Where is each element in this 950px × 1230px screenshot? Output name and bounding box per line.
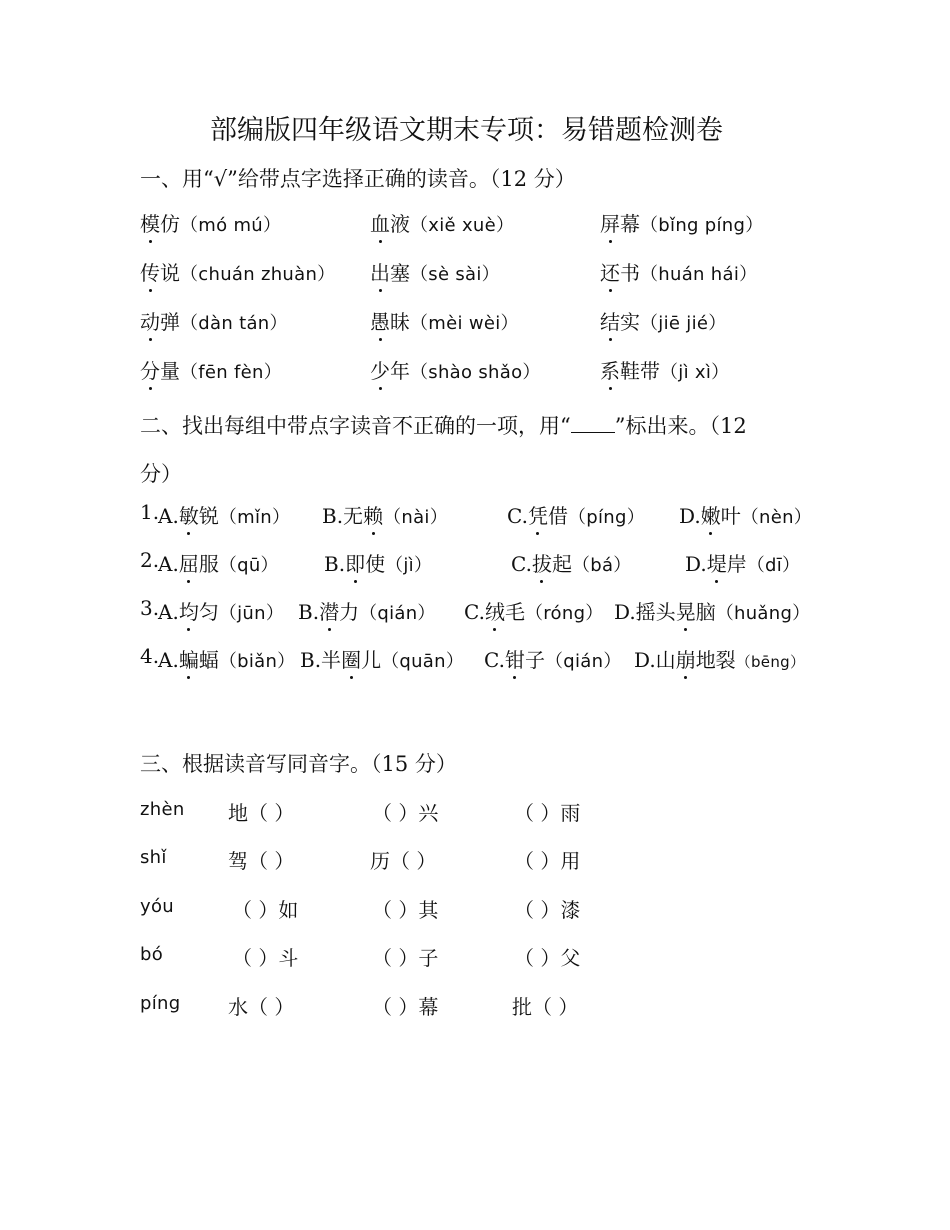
dotted-char: 即 (345, 548, 365, 577)
option-a (158, 548, 279, 577)
word-rest: 锐 (198, 504, 219, 528)
blank-word-3: （ ）父 (514, 946, 581, 970)
word-rest: 实 (620, 310, 640, 334)
reading-item (600, 257, 757, 286)
dotted-char: 屏 (600, 208, 620, 237)
pinyin-options: （dàn tán） (180, 313, 288, 334)
pinyin-options: （xiě xuè） (410, 215, 515, 236)
option-b (324, 548, 432, 577)
blank-word-2: 历（ ） (370, 849, 437, 873)
option-b (322, 500, 448, 529)
word-rest: 匀 (198, 600, 219, 624)
dotted-char: 晃 (676, 596, 696, 625)
option-prefix: D. (679, 504, 701, 528)
dotted-char: 拔 (532, 548, 552, 577)
pinyin: （bēng） (735, 653, 806, 671)
reading-item (600, 306, 727, 335)
option-prefix: C. (464, 600, 485, 624)
pinyin: （jì） (385, 555, 433, 576)
option-prefix: C. (511, 552, 532, 576)
reading-item (140, 355, 282, 384)
word-rest: 子 (524, 648, 545, 672)
dotted-char: 蝙 (179, 644, 199, 673)
dotted-char: 屈 (179, 548, 199, 577)
underline-blank (571, 416, 615, 433)
reading-item (600, 355, 729, 384)
dotted-char: 血 (370, 208, 390, 237)
reading-item (140, 306, 288, 335)
dotted-char: 动 (140, 306, 160, 335)
pinyin: （nèn） (740, 507, 813, 528)
blank-word-3: 批（ ） (512, 995, 579, 1019)
page-title: 部编版四年级语文期末专项：易错题检测卷 (210, 115, 723, 146)
reading-item (370, 208, 514, 237)
pinyin-label: bó (140, 944, 164, 965)
blank-word-3: （ ）漆 (514, 898, 581, 922)
option-d (679, 500, 812, 529)
pinyin: （píng） (567, 507, 646, 528)
dotted-char: 传 (140, 257, 160, 286)
pinyin: （bá） (571, 555, 632, 576)
pinyin-options: （fēn fèn） (180, 362, 283, 383)
pinyin-label: yóu (140, 896, 174, 917)
dotted-char: 模 (140, 208, 160, 237)
word-rest: 量 (160, 359, 180, 383)
pinyin: （róng） (524, 603, 604, 624)
question-number: 3. (140, 596, 160, 620)
pinyin-options: （mèi wèi） (410, 313, 519, 334)
option-b (300, 644, 464, 673)
pinyin: （qián） (544, 651, 622, 672)
word-rest: 塞 (390, 261, 410, 285)
option-a (158, 500, 290, 529)
blank-word-2: （ ）幕 (372, 995, 439, 1019)
word-rest: 叶 (720, 504, 741, 528)
option-d (685, 548, 800, 577)
pinyin: （mǐn） (218, 507, 291, 528)
option-prefix: A. (158, 600, 179, 624)
word-rest: 儿 (361, 648, 382, 672)
word-rest: 使 (365, 552, 386, 576)
reading-item (370, 355, 541, 384)
reading-item (370, 306, 519, 335)
pinyin-label: zhèn (140, 799, 185, 820)
word-rest: 年 (390, 359, 410, 383)
option-a (158, 596, 284, 625)
word-rest: 毛 (504, 600, 525, 624)
word-rest: 液 (390, 212, 410, 236)
blank-word-1: （ ）如 (232, 898, 299, 922)
pinyin-label: píng (140, 993, 181, 1014)
dotted-char: 圈 (341, 644, 361, 673)
dotted-char: 凭 (528, 500, 548, 529)
word-rest: 蝠 (198, 648, 219, 672)
pinyin-options: （chuán zhuàn） (180, 264, 336, 285)
blank-word-1: 地（ ） (228, 801, 295, 825)
question-number: 1. (140, 500, 160, 524)
option-prefix: C. (484, 648, 505, 672)
option-prefix: B. (298, 600, 320, 624)
blank-word-3: （ ）用 (514, 849, 581, 873)
section2-heading-cont: 分） (140, 462, 182, 486)
reading-item (140, 257, 335, 286)
word-rest: 书 (620, 261, 640, 285)
dotted-char: 堤 (707, 548, 727, 577)
reading-item (370, 257, 500, 286)
option-prefix: D. (685, 552, 707, 576)
dotted-char: 钳 (505, 644, 525, 673)
dotted-char: 嫩 (701, 500, 721, 529)
dotted-char: 分 (140, 355, 160, 384)
option-prefix: B.半 (300, 648, 342, 672)
pinyin: （qū） (218, 555, 279, 576)
pinyin-options: （mó mú） (180, 215, 282, 236)
option-prefix: B.无 (322, 504, 364, 528)
word-rest: 弹 (160, 310, 180, 334)
dotted-char: 均 (179, 596, 199, 625)
option-a (158, 644, 295, 673)
dotted-char: 还 (600, 257, 620, 286)
dotted-char: 潜 (319, 596, 339, 625)
option-prefix: A. (158, 648, 179, 672)
blank-word-2: （ ）子 (372, 946, 439, 970)
section1-heading: 一、用“√”给带点字选择正确的读音。（12 分） (140, 167, 576, 191)
section2-heading-part2: ”标出来。（12 (614, 414, 747, 438)
option-prefix: C. (507, 504, 528, 528)
section2-heading-part1: 二、找出每组中带点字读音不正确的一项，用“ (140, 414, 571, 438)
word-rest: 服 (198, 552, 219, 576)
reading-item (140, 208, 281, 237)
option-d (614, 596, 810, 625)
pinyin: （huǎng） (715, 603, 811, 624)
blank-word-2: （ ）兴 (372, 801, 439, 825)
pinyin: （biǎn） (218, 651, 296, 672)
pinyin: （dī） (746, 555, 801, 576)
word-rest: 鞋带 (620, 359, 660, 383)
blank-word-1: 驾（ ） (228, 849, 295, 873)
option-c (511, 548, 632, 577)
word-rest: 说 (160, 261, 180, 285)
word-rest: 昧 (390, 310, 410, 334)
pinyin-options: （sè sài） (410, 264, 500, 285)
section2-heading (140, 410, 747, 440)
dotted-char: 敏 (179, 500, 199, 529)
option-d (634, 644, 805, 673)
reading-item (600, 208, 764, 237)
pinyin-options: （shào shǎo） (410, 362, 541, 383)
word-rest: 地裂 (695, 648, 736, 672)
word-rest: 起 (551, 552, 572, 576)
dotted-char: 出 (370, 257, 390, 286)
question-number: 2. (140, 548, 160, 572)
dotted-char: 结 (600, 306, 620, 335)
dotted-char: 赖 (363, 500, 383, 529)
section3-heading: 三、根据读音写同音字。（15 分） (140, 752, 457, 776)
option-prefix: B. (324, 552, 346, 576)
dotted-char: 愚 (370, 306, 390, 335)
option-prefix: D.山 (634, 648, 676, 672)
pinyin-options: （jì xì） (660, 362, 730, 383)
word-rest: 岸 (726, 552, 747, 576)
option-c (464, 596, 604, 625)
pinyin: （jūn） (218, 603, 285, 624)
pinyin: （nài） (383, 507, 449, 528)
blank-word-1: 水（ ） (228, 995, 295, 1019)
pinyin-label: shǐ (140, 847, 167, 868)
word-rest: 力 (339, 600, 360, 624)
pinyin-options: （huán hái） (640, 264, 758, 285)
option-prefix: A. (158, 504, 179, 528)
option-c (484, 644, 622, 673)
dotted-char: 崩 (676, 644, 696, 673)
dotted-char: 绒 (485, 596, 505, 625)
word-rest: 借 (547, 504, 568, 528)
option-c (507, 500, 645, 529)
pinyin-options: （jiē jié） (640, 313, 727, 334)
blank-word-3: （ ）雨 (514, 801, 581, 825)
word-rest: 仿 (160, 212, 180, 236)
pinyin: （qián） (359, 603, 436, 624)
blank-word-1: （ ）斗 (232, 946, 299, 970)
word-rest: 脑 (695, 600, 716, 624)
option-b (298, 596, 436, 625)
blank-word-2: （ ）其 (372, 898, 439, 922)
option-prefix: A. (158, 552, 179, 576)
question-number: 4. (140, 644, 160, 668)
dotted-char: 系 (600, 355, 620, 384)
word-rest: 幕 (620, 212, 640, 236)
pinyin: （quān） (381, 651, 465, 672)
option-prefix: D.摇头 (614, 600, 676, 624)
dotted-char: 少 (370, 355, 390, 384)
pinyin-options: （bǐng píng） (640, 215, 764, 236)
